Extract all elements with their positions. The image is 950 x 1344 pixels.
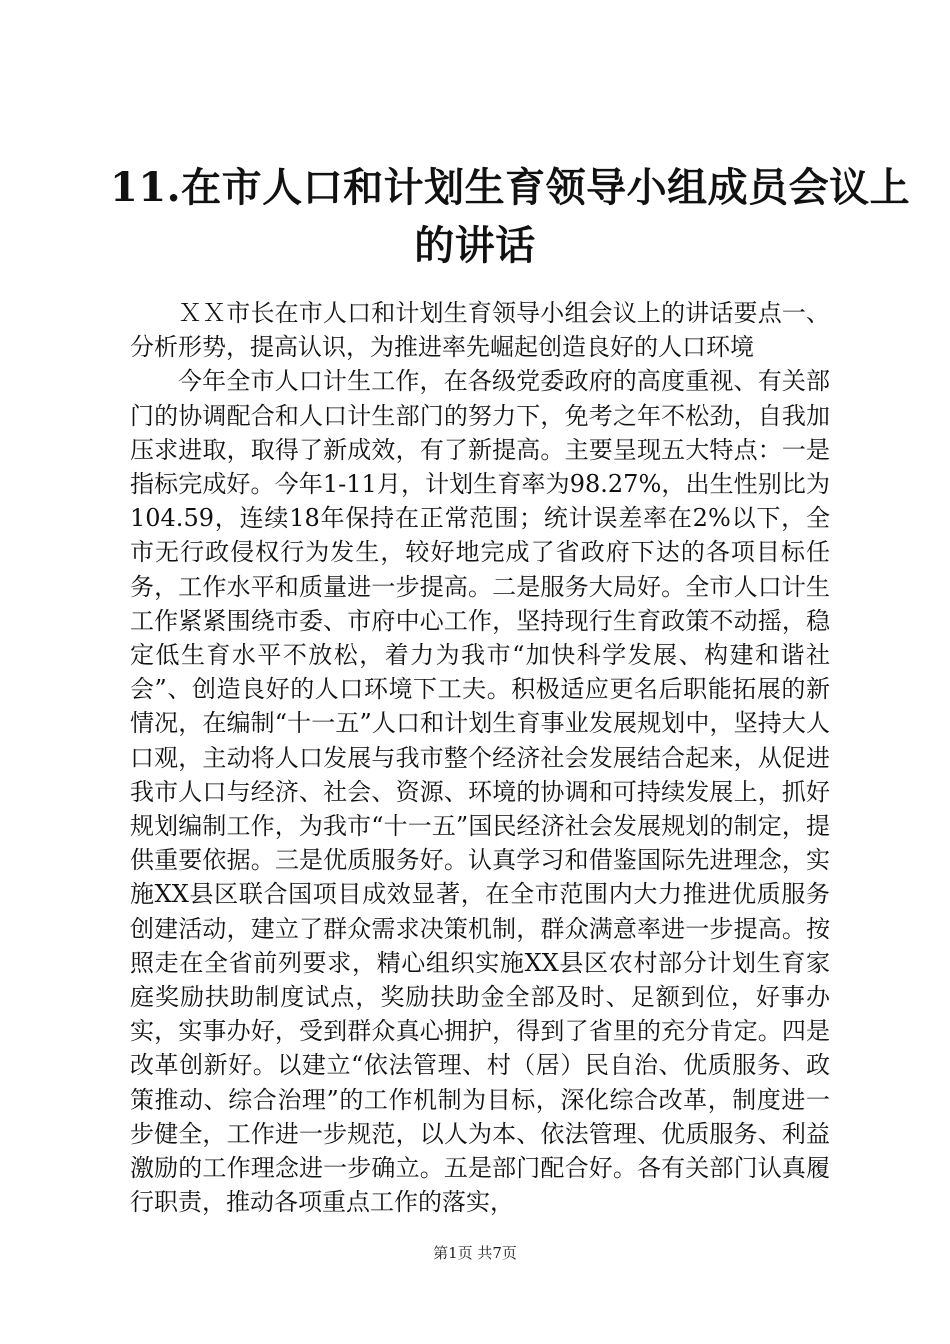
page-total: 共7页 xyxy=(477,1244,517,1262)
document-title-line-2: 的讲话 xyxy=(414,222,536,269)
page-number: 第1页 xyxy=(433,1244,473,1262)
page-footer xyxy=(0,1243,950,1263)
paragraph: ＸＸ市长在市人口和计划生育领导小组会议上的讲话要点一、分析形势，提高认识，为推进率先崛起创造良好的人口环境 xyxy=(130,299,830,362)
document-title-line-1: 11.在市人口和计划生育领导小组成员会议上 xyxy=(110,164,911,211)
paragraph: 今年全市人口计生工作，在各级党委政府的高度重视、有关部门的协调配合和人口计生部门的努力下，免考之年不松劲，自我加压求进取，取得了新成效，有了新提高。主要呈现五大特点：一是指标完成好。今年1-11月，计划生育率为98.27%，出生性别比为104.59，连续18年保持在正常范围；统计误差率在2%以下，全市无行政侵权行为发生，较好地完成了省政府下达的各项目标任务，工作水平和质量进一步提高。二是服务大局好。全市人口计生工作紧紧围绕市委、市府中心工作，坚持现行生育政策不动摇，稳定低生育水平不放松，着力为我市“加快科学发展、构建和谐社会”、创造良好的人口环境下工夫。积极适应更名后职能拓展的新情况，在编制“十一五”人口和计划生育事业发展规划中，坚持大人口观，主动将人口发展与我市整个经济社会发展结合起来，从促进我市人口与经济、社会、资源、环境的协调和可持续发展上，抓好规划编制工作，为我市“十一五”国民经济社会发展规划的制定，提供重要依据。三是优质服务好。认真学习和借鉴国际先进理念，实施XX县区联合国项目成效显著，在全市范围内大力推进优质服务创建活动，建立了群众需求决策机制，群众满意率进一步提高。按照走在全省前列要求，精心组织实施XX县区农村部分计划生育家庭奖励扶助制度试点，奖励扶助金全部及时、足额到位，好事办实，实事办好，受到群众真心拥护，得到了省里的充分肯定。四是改革创新好。以建立“依法管理、村（居）民自治、优质服务、政策推动、综合治理”的工作机制为目标，深化综合改革，制度进一步健全，工作进一步规范，以人为本、依法管理、优质服务、利益激励的工作理念进一步确立。五是部门配合好。各有关部门认真履行职责，推动各项重点工作的落实， xyxy=(130,367,830,1217)
document-body xyxy=(130,296,830,1219)
